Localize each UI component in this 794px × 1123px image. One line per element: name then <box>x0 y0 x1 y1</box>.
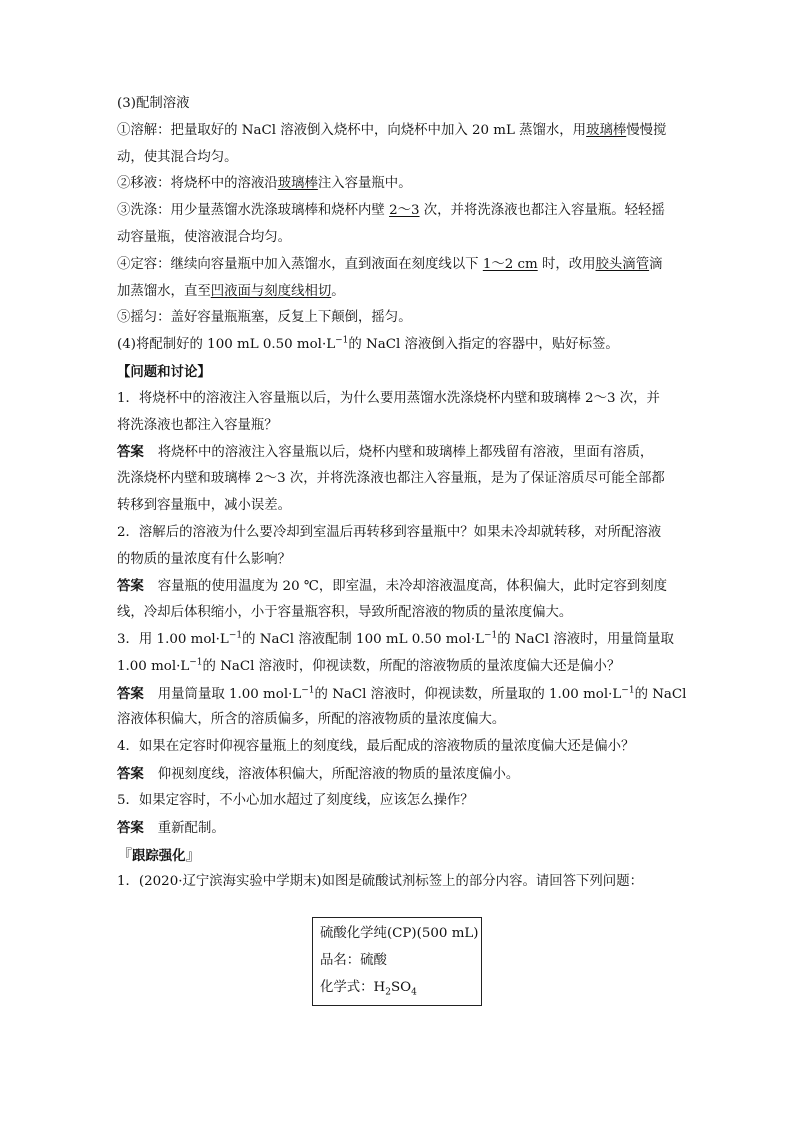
step3-title: (3)配制溶液 <box>117 96 190 111</box>
reagent-label-line2: 品名：硫酸 <box>320 953 387 968</box>
question-4-line1: 4．如果在定容时仰视容量瓶上的刻度线，最后配成的溶液物质的量浓度偏大还是偏小？ <box>117 739 635 755</box>
answer-label: 答案 <box>117 685 144 702</box>
question-1-line1: 1．将烧杯中的溶液注入容量瓶以后，为什么要用蒸馏水洗涤烧杯内壁和玻璃棒 2～3 次，并 <box>117 390 660 406</box>
dissolve-step-line2: 动，使其混合均匀。 <box>117 149 238 165</box>
answer-1-line3: 转移到容量瓶中，减小误差。 <box>117 497 292 513</box>
underlined-glass-rod: 玻璃棒 <box>586 122 627 138</box>
question-1-line2: 将洗涤液也都注入容量瓶？ <box>117 417 278 433</box>
answer-2-line1: 答案 容量瓶的使用温度为 20 ℃，即室温，未冷却溶液温度高，体积偏大，此时定容到刻度 <box>117 578 667 595</box>
answer-3-line1: 答案 用量筒量取 1.00 $mol\cdot L^{-1}$的 NaCl 溶液时，仰视读数，所量取的 1.00 $mol\cdot L^{-1}$的 NaCl <box>117 685 687 702</box>
underlined-meniscus: 凹液面与刻度线相切 <box>210 283 332 299</box>
constant-volume-step-line2: 加蒸馏水，直至凹液面与刻度线相切。 <box>117 283 345 299</box>
dissolve-step-line1: ①溶解：把量取好的 NaCl 溶液倒入烧杯中，向烧杯中加入 20 mL 蒸馏水，用玻璃棒慢慢搅 <box>117 122 667 138</box>
shake-step: ⑤摇匀：盖好容量瓶瓶塞，反复上下颠倒，摇匀。 <box>117 310 412 326</box>
question-3-line1: 3．用 1.00 $mol\cdot L^{-1}$的 NaCl 溶液配制 100 mL 0.50 $mol\cdot L^{-1}$的 NaCl 溶液时，用量筒量取 <box>117 630 674 647</box>
constant-volume-step-line1: ④定容：继续向容量瓶中加入蒸馏水，直到液面在刻度线以下 1～2 cm 时，改用胶头滴管滴 <box>117 256 663 272</box>
discussion-heading: 【问题和讨论】 <box>117 363 211 380</box>
question-5-line1: 5．如果定容时，不小心加水超过了刻度线，应该怎么操作？ <box>117 792 474 808</box>
answer-4-line1: 答案 仰视刻度线，溶液体积偏大，所配溶液的物质的量浓度偏小。 <box>117 765 520 782</box>
underlined-dropper: 胶头滴管 <box>595 256 650 272</box>
underlined-glass-rod: 玻璃棒 <box>277 176 318 192</box>
question-3-line2: 1.00 $mol\cdot L^{-1}$的 NaCl 溶液时，仰视读数，所配的溶液物质的量浓度偏大还是偏小？ <box>117 657 621 674</box>
question-2-line1: 2．溶解后的溶液为什么要冷却到室温后再转移到容量瓶中？如果未冷却就转移，对所配溶液 <box>117 524 662 540</box>
answer-label: 答案 <box>117 578 144 595</box>
answer-2-line2: 线，冷却后体积缩小，小于容量瓶容积，导致所配溶液的物质的量浓度偏大。 <box>117 605 573 621</box>
underlined-wash-times: 2～3 <box>389 203 420 219</box>
transfer-step: ②移液：将烧杯中的溶液沿玻璃棒注入容量瓶中。 <box>117 176 412 192</box>
step4: (4)将配制好的 100 mL 0.50 $mol\cdot L^{-1}$的 NaCl 溶液倒入指定的容器中，贴好标签。 <box>117 335 619 353</box>
answer-label: 答案 <box>117 819 144 836</box>
question-2-line2: 的物质的量浓度有什么影响？ <box>117 551 292 567</box>
answer-label: 答案 <box>117 765 144 782</box>
underlined-distance: 1～2 cm <box>482 256 538 272</box>
answer-1-line2: 洗涤烧杯内壁和玻璃棒 2～3 次，并将洗涤液也都注入容量瓶，是为了保证溶质尽可能全部都 <box>117 471 665 487</box>
reagent-label-box <box>312 917 482 1006</box>
wash-step-line2: 动容量瓶，使溶液混合均匀。 <box>117 229 292 245</box>
reagent-label-line1: 硫酸化学纯(CP)(500 mL) <box>320 926 479 941</box>
answer-5-line1: 答案 重新配制。 <box>117 819 225 836</box>
track-reinforce-heading: 『跟踪强化』 <box>117 846 201 865</box>
answer-label: 答案 <box>117 444 144 461</box>
answer-1-line1: 答案 将烧杯中的溶液注入容量瓶以后，烧杯内壁和玻璃棒上都残留有溶液，里面有溶质， <box>117 444 654 461</box>
wash-step-line1: ③洗涤：用少量蒸馏水洗涤玻璃棒和烧杯内壁 2～3 次，并将洗涤液也都注入容量瓶。轻轻摇 <box>117 203 665 219</box>
exercise-1: 1．(2020·辽宁滨海实验中学期末)如图是硫酸试剂标签上的部分内容。请回答下列问题： <box>117 874 643 890</box>
document-page <box>117 91 687 998</box>
reagent-label-formula: 化学式：$H_2SO_4$ <box>320 980 417 998</box>
answer-3-line2: 溶液体积偏大，所含的溶质偏多，所配的溶液物质的量浓度偏大。 <box>117 712 506 728</box>
